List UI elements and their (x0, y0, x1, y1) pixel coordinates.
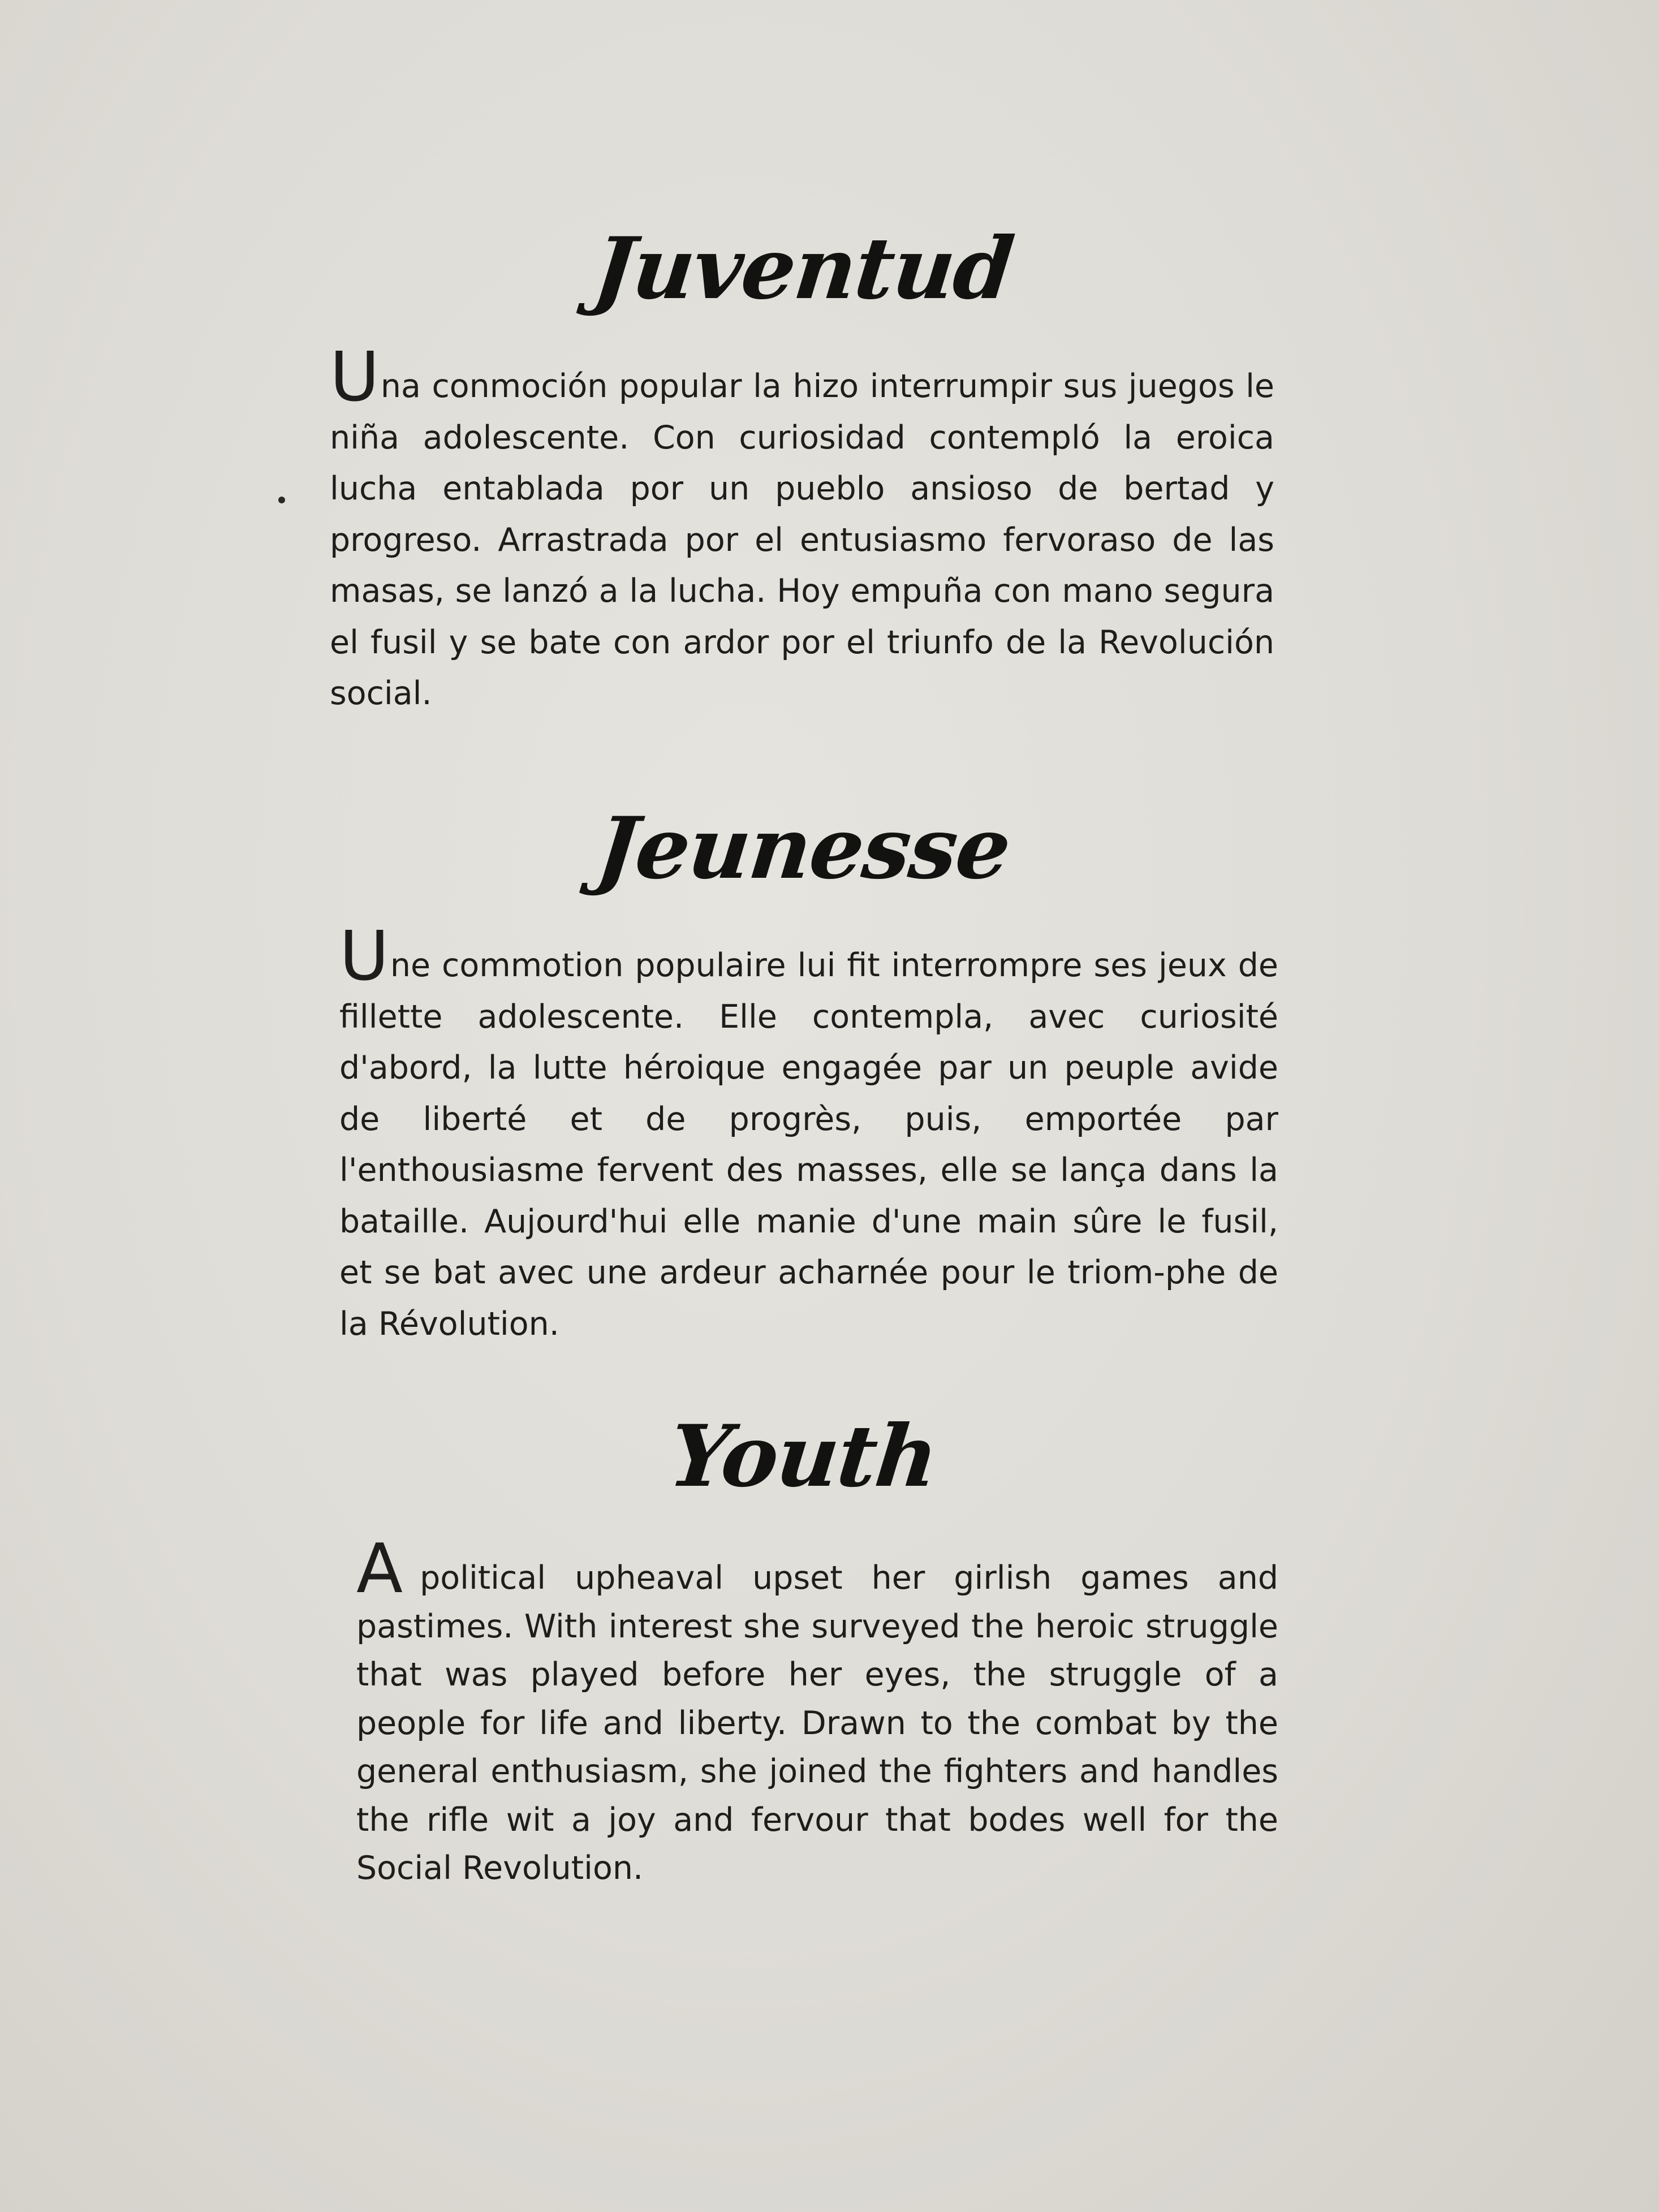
section-title-french: Jeunesse (592, 799, 1015, 898)
section-title-spanish: Juventud (589, 219, 1018, 318)
section-body-english (356, 1530, 1278, 1893)
section-body-french (339, 917, 1278, 1349)
section-body-spanish (330, 338, 1274, 719)
section-title-english: Youth (665, 1407, 942, 1506)
body-text-french: ne commotion populaire lui fit interrompre ses jeux de fillette adolescente. Elle contempla, avec curiosité d'abord, la lutte héroique engagée par un peuple avide de liberté et de progrès, puis, emportée par l'enthousiasme fervent des masses, elle se lança dans la bataille. Aujourd'hui elle manie d'une main sûre le fusil, et se bat avec une ardeur acharnée pour le triom-phe de la Révolution. (339, 947, 1278, 1343)
dropcap-english: A (356, 1530, 403, 1609)
body-text-english: political upheaval upset her girlish games and pastimes. With interest she surveyed the heroic struggle that was played before her eyes, the struggle of a people for life and liberty. Drawn to the combat by the general enthusiasm, she joined the fighters and handles the rifle wit a joy and fervour that bodes well for the Social Revolution. (356, 1559, 1278, 1887)
body-text-spanish: na conmoción popular la hizo interrumpir sus juegos le niña adolescente. Con curiosidad contempló la eroica lucha entablada por un pueblo ansioso de bertad y progreso. Arrastrada por el entusiasmo fervoraso de las masas, se lanzó a la lucha. Hoy empuña con mano segura el fusil y se bate con ardor por el triunfo de la Revolución social. (330, 368, 1274, 712)
ink-speck (278, 497, 285, 503)
dropcap-spanish: U (330, 338, 380, 417)
dropcap-french: U (339, 917, 389, 996)
